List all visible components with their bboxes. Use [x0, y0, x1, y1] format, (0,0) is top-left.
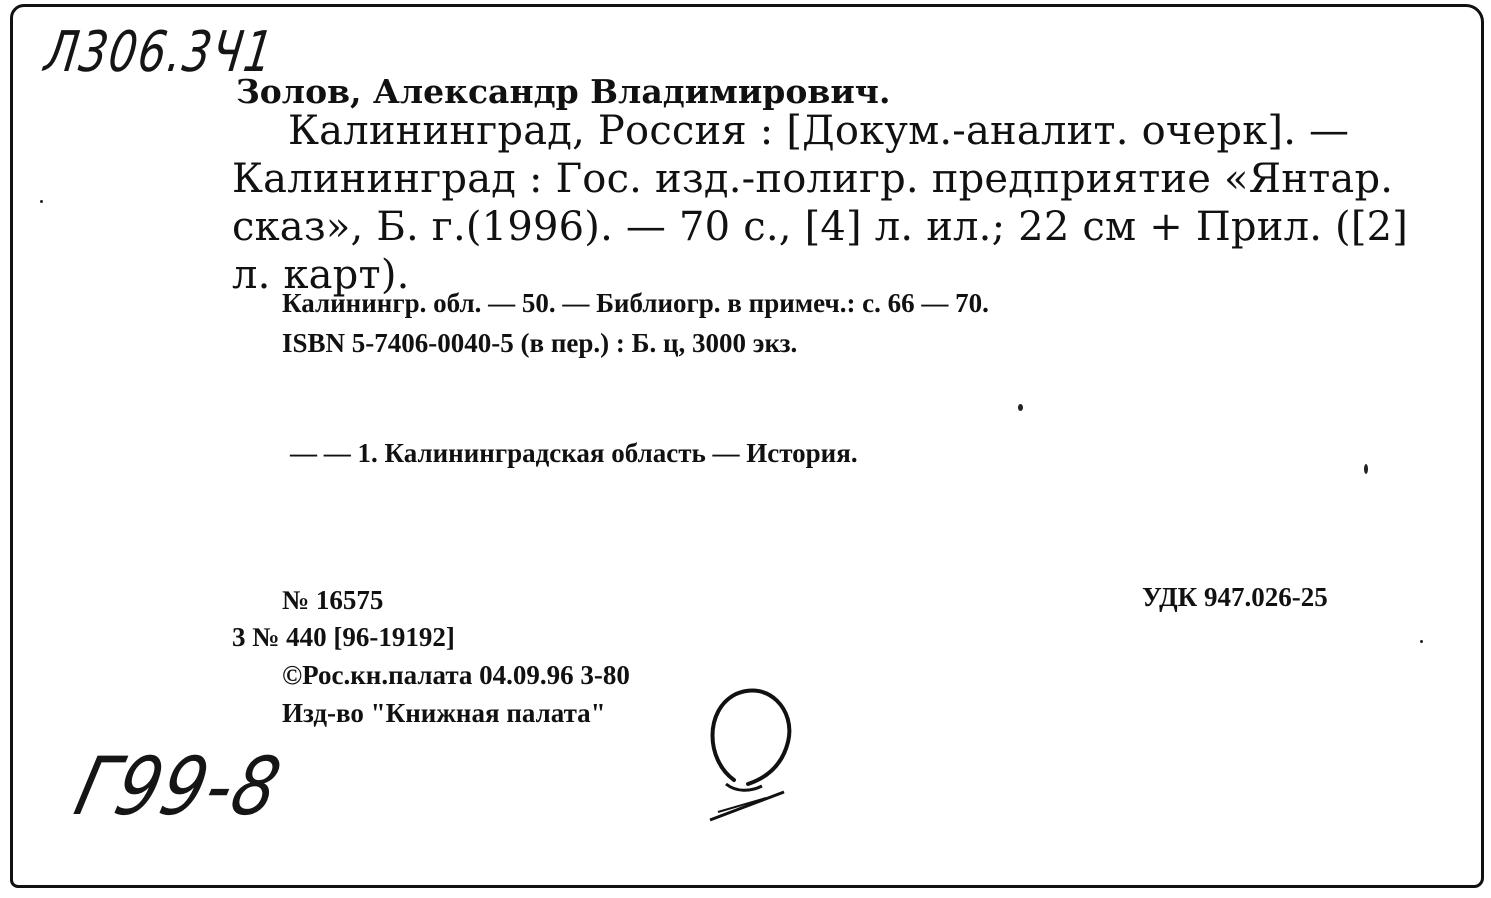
ink-speck [1364, 464, 1368, 474]
card-number: № 16575 [282, 585, 384, 615]
ink-speck [40, 200, 43, 203]
handwritten-inventory-number: Г99-8 [66, 740, 291, 833]
udc-code: УДК 947.026-25 [1142, 582, 1328, 612]
isbn-line: ISBN 5-7406-0040-5 (в пер.) : Б. ц, 3000 экз. [282, 328, 798, 358]
author-heading: Золов, Александр Владимирович. [236, 72, 891, 111]
print-number: 3 № 440 [96-19192] [232, 622, 455, 652]
copyright-line: ©Рос.кн.палата 04.09.96 3-80 [282, 660, 630, 690]
title-line-1: Калининград, Россия : [Докум.-аналит. очерк]. — [288, 108, 1350, 154]
publisher-line: Изд-во "Книжная палата" [282, 698, 606, 728]
ink-speck [1018, 404, 1023, 411]
title-line-3: сказ», Б. г.(1996). — 70 с., [4] л. ил.; 22 см + Прил. ([2] [232, 204, 1409, 250]
circle-stamp-icon [696, 680, 806, 830]
subject-heading: — — 1. Калининградская область — История. [290, 438, 858, 468]
bibliographic-notes: Калинингр. обл. — 50. — Библиогр. в примеч.: с. 66 — 70. [282, 288, 989, 318]
title-line-2: Калининград : Гос. изд.-полигр. предприятие «Янтар. [232, 156, 1394, 202]
ink-speck [1420, 640, 1423, 643]
handwritten-call-number: Л306.3Ч1 [40, 20, 279, 85]
title-line-4: л. карт). [232, 252, 410, 298]
